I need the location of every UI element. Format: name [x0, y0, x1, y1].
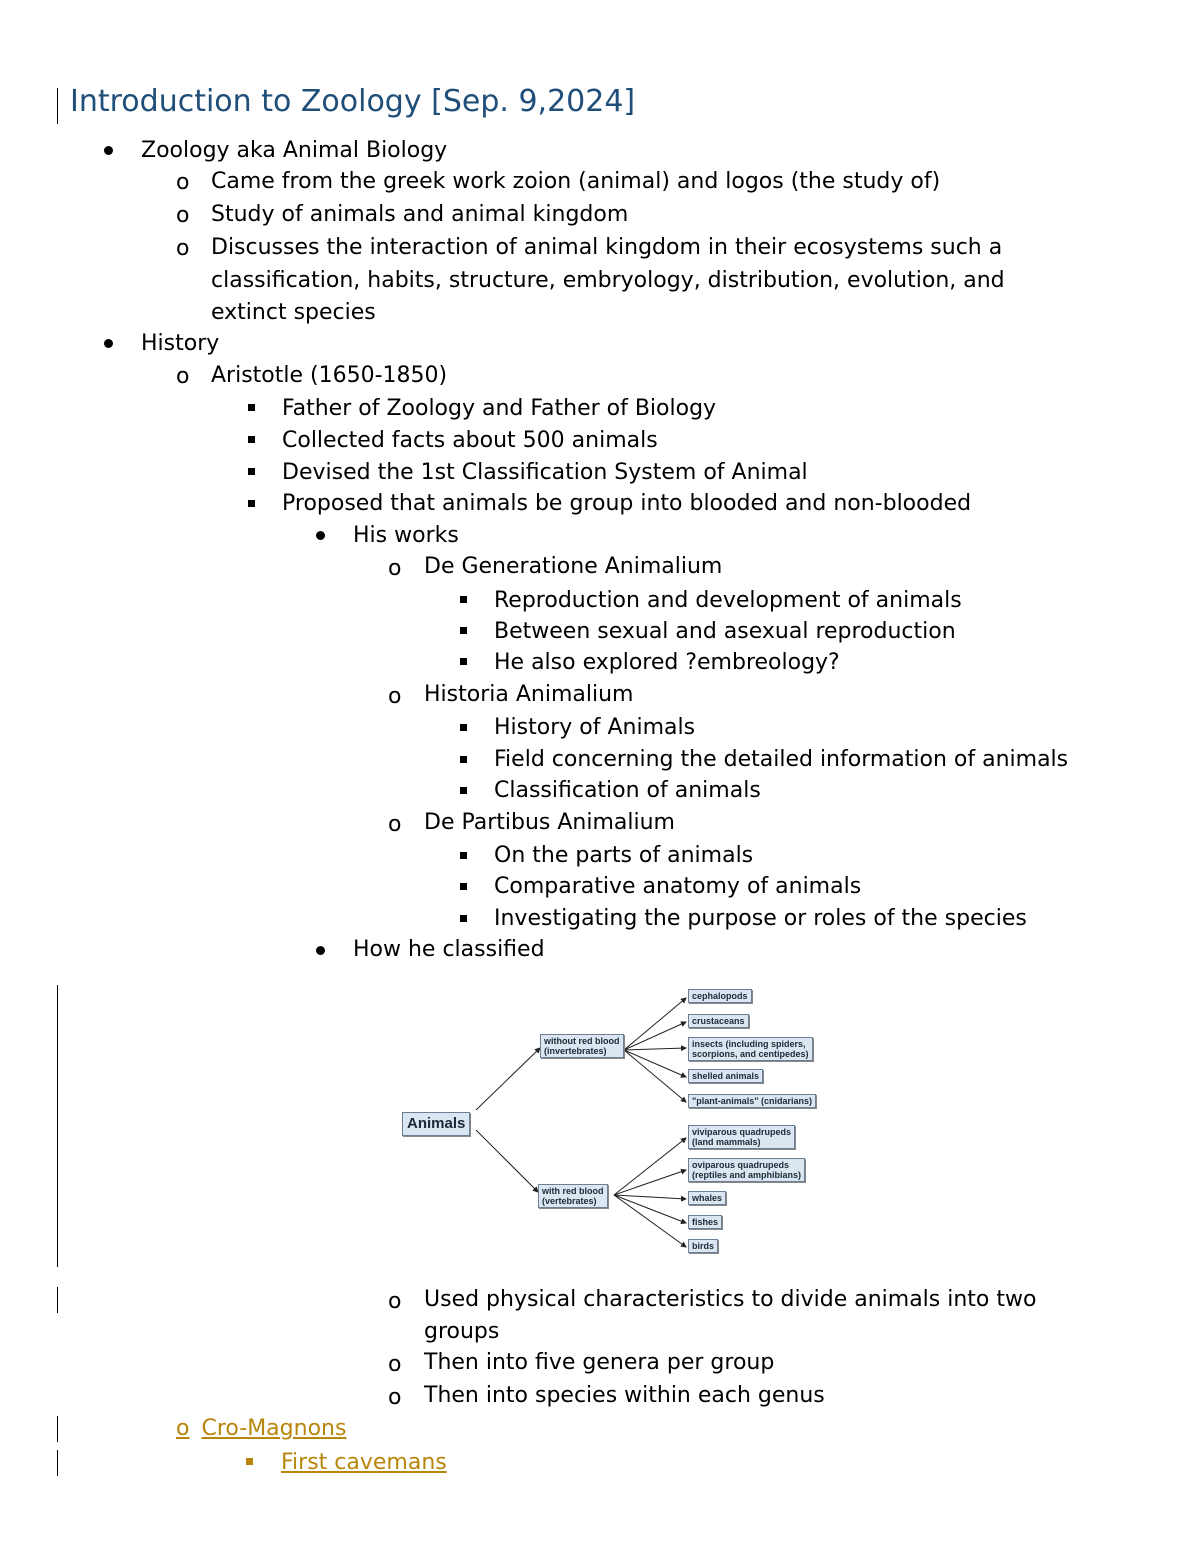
aristotle-item: Aristotle (1650-1850): [211, 363, 448, 388]
diagram-leaf-label: (reptiles and amphibians): [692, 1170, 802, 1180]
diagram-leaf-label: fishes: [692, 1217, 719, 1227]
change-bar: [57, 1416, 58, 1442]
bullet-o: o: [388, 1289, 402, 1314]
list-item-continued: extinct species: [211, 300, 376, 325]
diagram-branch-label: without red blood: [544, 1036, 620, 1046]
diagram-leaf-label: birds: [692, 1241, 715, 1251]
diagram-leaf-box: [688, 1215, 722, 1229]
bullet-o: o: [176, 203, 190, 228]
his-works-label: His works: [353, 523, 459, 548]
bullet-square: [460, 724, 467, 731]
change-bar: [57, 88, 58, 124]
bullet-o: o: [388, 684, 402, 709]
first-cavemans-label: First cavemans: [281, 1450, 447, 1475]
list-item: Devised the 1st Classification System of Animal: [282, 460, 808, 485]
diagram-leaf-label: oviparous quadrupeds: [692, 1160, 790, 1170]
diagram-leaf-box: [688, 1069, 763, 1083]
diagram-leaf-box: [688, 1191, 726, 1205]
bullet-square: [248, 436, 255, 443]
list-item: Discusses the interaction of animal kingdom in their ecosystems such a: [211, 235, 1003, 260]
change-bar: [57, 1450, 58, 1476]
diagram-leaf-label: scorpions, and centipedes): [692, 1049, 809, 1059]
bullet-square: [460, 883, 467, 890]
list-item: Then into species within each genus: [424, 1383, 825, 1408]
bullet-o: o: [176, 170, 190, 195]
diagram-leaf-label: viviparous quadrupeds: [692, 1127, 792, 1137]
list-item: Field concerning the detailed information of animals: [494, 747, 1069, 772]
cro-magnons-item: [176, 1416, 346, 1442]
bullet-square: [248, 500, 255, 507]
bullet-square: [248, 468, 255, 475]
diagram-leaf-box: [688, 1014, 749, 1028]
diagram-leaf-box: [688, 1158, 805, 1182]
diagram-leaf-label: "plant-animals" (cnidarians): [692, 1096, 813, 1106]
diagram-leaf-box: [688, 1094, 816, 1108]
bullet-dot: [104, 339, 113, 348]
list-item: Comparative anatomy of animals: [494, 874, 862, 899]
list-item-continued: groups: [424, 1319, 500, 1344]
cro-magnons-label: Cro-Magnons: [201, 1416, 347, 1441]
bullet-square: [460, 658, 467, 665]
diagram-leaf-box: [688, 989, 752, 1003]
diagram-leaf-label: (land mammals): [692, 1137, 761, 1147]
heading-zoology: Zoology aka Animal Biology: [141, 138, 448, 163]
list-item: On the parts of animals: [494, 843, 754, 868]
bullet-o: o: [388, 1352, 402, 1377]
change-bar: [57, 985, 58, 1267]
bullet-square: [460, 787, 467, 794]
list-item: Between sexual and asexual reproduction: [494, 619, 956, 644]
work-title: De Generatione Animalium: [424, 554, 723, 579]
bullet-square: [460, 852, 467, 859]
page-title: Introduction to Zoology [Sep. 9,2024]: [70, 84, 636, 119]
bullet-o: o: [388, 1385, 402, 1410]
diagram-root-label: Animals: [407, 1115, 466, 1132]
list-item: Classification of animals: [494, 778, 761, 803]
diagram-branch-box: [540, 1034, 624, 1058]
classification-diagram: [400, 980, 820, 1262]
diagram-root-box: [402, 1112, 470, 1136]
work-title: De Partibus Animalium: [424, 810, 675, 835]
bullet-dot: [316, 946, 325, 955]
diagram-branch-label: (vertebrates): [542, 1196, 597, 1206]
diagram-leaf-box: [688, 1239, 718, 1253]
list-item: History of Animals: [494, 715, 696, 740]
diagram-leaf-label: crustaceans: [692, 1016, 745, 1026]
bullet-dot: [316, 531, 325, 540]
list-item: Came from the greek work zoion (animal) and logos (the study of): [211, 169, 941, 194]
diagram-leaf-label: insects (including spiders,: [692, 1039, 806, 1049]
bullet-o: o: [388, 812, 402, 837]
bullet-square: [460, 915, 467, 922]
list-item: Reproduction and development of animals: [494, 588, 962, 613]
list-item: Investigating the purpose or roles of the species: [494, 906, 1027, 931]
bullet-square: [460, 627, 467, 634]
list-item: Used physical characteristics to divide animals into two: [424, 1287, 1037, 1312]
list-item: Proposed that animals be group into blooded and non-blooded: [282, 491, 972, 516]
change-bar: [57, 1287, 58, 1313]
diagram-branch-label: with red blood: [542, 1186, 604, 1196]
bullet-dot: [104, 146, 113, 155]
list-item: Father of Zoology and Father of Biology: [282, 396, 717, 421]
bullet-o: o: [176, 364, 190, 389]
diagram-leaf-label: shelled animals: [692, 1071, 760, 1081]
bullet-o: o: [176, 1416, 190, 1441]
list-item: Study of animals and animal kingdom: [211, 202, 629, 227]
bullet-o: o: [388, 556, 402, 581]
list-item: Then into five genera per group: [424, 1350, 775, 1375]
list-item-continued: classification, habits, structure, embryology, distribution, evolution, and: [211, 268, 1005, 293]
diagram-leaf-label: cephalopods: [692, 991, 748, 1001]
bullet-square: [460, 756, 467, 763]
diagram-branch-box: [538, 1184, 608, 1208]
bullet-o: o: [176, 236, 190, 261]
bullet-square: [460, 596, 467, 603]
diagram-leaf-box: [688, 1037, 813, 1061]
diagram-branch-label: (invertebrates): [544, 1046, 607, 1056]
diagram-leaf-box: [688, 1125, 795, 1149]
bullet-square: [246, 1458, 253, 1465]
list-item: Collected facts about 500 animals: [282, 428, 658, 453]
bullet-square: [248, 404, 255, 411]
diagram-leaf-label: whales: [692, 1193, 723, 1203]
work-title: Historia Animalium: [424, 682, 634, 707]
heading-history: History: [141, 331, 220, 356]
how-classified-label: How he classified: [353, 937, 545, 962]
first-cavemans-item: [246, 1450, 447, 1476]
list-item: He also explored ?embreology?: [494, 650, 840, 675]
